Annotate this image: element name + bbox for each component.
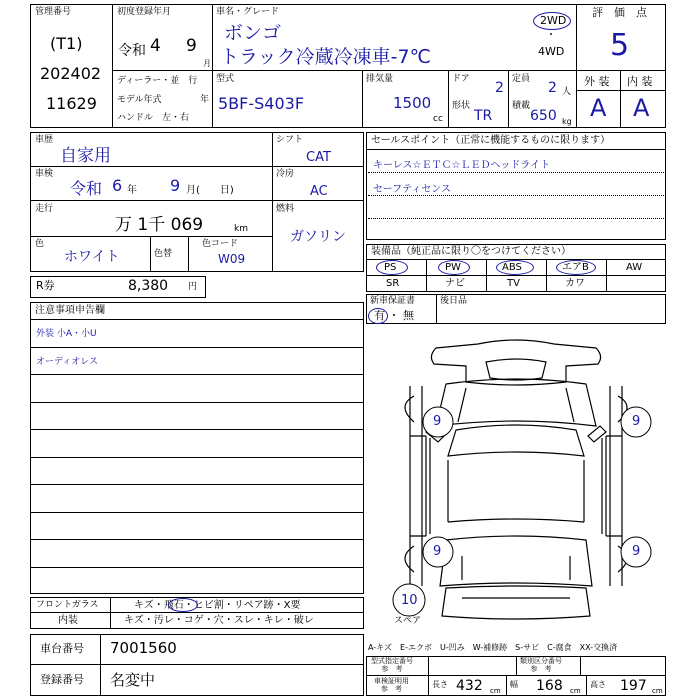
kanri-line3: 11629 bbox=[46, 94, 97, 113]
shift-label: シフト bbox=[276, 135, 304, 145]
model-year-unit: 年 bbox=[200, 95, 210, 105]
inspection-month-unit: 月( 日) bbox=[186, 185, 234, 196]
model-year-label: モデル年式 bbox=[117, 95, 162, 105]
capacity-label: 定員 bbox=[512, 74, 531, 84]
divider bbox=[366, 149, 666, 150]
note-rule bbox=[30, 347, 364, 348]
equipment-title: 装備品（純正品に限り〇をつけてください） bbox=[371, 246, 571, 257]
first-reg-month-unit: 月 bbox=[203, 59, 211, 68]
exterior-grade: A bbox=[590, 94, 607, 122]
warranty-date-label: 後日品 bbox=[440, 296, 468, 306]
note-rule bbox=[30, 429, 364, 430]
grade: トラック冷蔵冷凍車-7℃ bbox=[220, 46, 431, 68]
color-code-value: W09 bbox=[218, 252, 246, 266]
score-value: 5 bbox=[610, 28, 630, 63]
first-reg-month: 9 bbox=[186, 36, 197, 56]
load-unit: kg bbox=[562, 117, 572, 126]
ac-value: AC bbox=[310, 184, 328, 199]
divider bbox=[436, 294, 437, 324]
interior-label: 内 装 bbox=[627, 75, 653, 88]
mileage-unit: km bbox=[234, 224, 248, 234]
drive-2wd: 2WD bbox=[540, 14, 567, 27]
capacity-unit: 人 bbox=[562, 87, 572, 97]
handle-label: ハンドル 左・右 bbox=[117, 113, 190, 123]
interior-condition-options: キズ・汚レ・コゲ・穴・スレ・キレ・破レ bbox=[124, 615, 314, 626]
dotted-line bbox=[368, 195, 664, 196]
note-line-1: 外装 小A・小U bbox=[36, 329, 97, 339]
note-rule bbox=[30, 484, 364, 485]
dotted-line bbox=[368, 218, 664, 219]
note-line-2: オーディオレス bbox=[36, 357, 99, 367]
divider bbox=[506, 675, 507, 696]
glass-chip-circle bbox=[168, 598, 198, 612]
divider bbox=[212, 4, 213, 128]
divider bbox=[112, 70, 366, 71]
kanri-line1: (T1) bbox=[50, 34, 83, 53]
note-rule bbox=[30, 457, 364, 458]
equip-tv: TV bbox=[507, 278, 520, 289]
divider bbox=[546, 259, 547, 292]
recycle-box bbox=[30, 276, 206, 298]
equip-abs: ABS bbox=[502, 262, 522, 273]
divider bbox=[110, 597, 111, 629]
type-value: 5BF-S403F bbox=[218, 94, 305, 113]
divider bbox=[580, 656, 581, 675]
inspection-month: 9 bbox=[170, 176, 181, 195]
interior-grade: A bbox=[633, 94, 650, 122]
divider bbox=[30, 612, 364, 613]
diagram-mark-front-right: 9 bbox=[632, 414, 641, 429]
warranty-options: 有 ・ 無 bbox=[374, 309, 414, 322]
dotted-line bbox=[368, 172, 664, 173]
fuel-label: 燃料 bbox=[276, 204, 295, 214]
notes-title: 注意事項申告欄 bbox=[35, 305, 105, 316]
recycle-unit: 円 bbox=[188, 282, 198, 292]
divider bbox=[30, 200, 364, 201]
width-unit: cm bbox=[570, 687, 581, 695]
note-rule bbox=[30, 567, 364, 568]
diagram-mark-spare: 10 bbox=[401, 593, 418, 608]
divider bbox=[188, 236, 189, 272]
width-value: 168 bbox=[536, 678, 563, 694]
divider bbox=[426, 259, 427, 292]
divider bbox=[428, 656, 429, 696]
load-value: 650 bbox=[530, 108, 557, 124]
divider bbox=[150, 236, 151, 272]
divider bbox=[586, 675, 587, 696]
ac-label: 冷房 bbox=[276, 169, 295, 179]
cert-label: 車検証明用 参 考 bbox=[374, 677, 409, 693]
mileage-value: 万 1千 069 bbox=[115, 215, 204, 235]
displacement-label: 排気量 bbox=[366, 74, 394, 84]
recycle-label: R券 bbox=[36, 279, 55, 292]
history-label: 車歴 bbox=[35, 135, 54, 145]
sales-title: セールスポイント（正常に機能するものに限ります） bbox=[371, 135, 611, 146]
drive-dot: ・ bbox=[546, 30, 556, 41]
divider bbox=[576, 4, 577, 128]
divider bbox=[272, 166, 364, 167]
diagram-mark-rear-left: 9 bbox=[433, 544, 442, 559]
note-rule bbox=[30, 402, 364, 403]
length-value: 432 bbox=[456, 678, 483, 694]
first-reg-era: 令和 bbox=[118, 43, 146, 59]
divider bbox=[620, 70, 621, 128]
divider bbox=[30, 664, 364, 665]
divider bbox=[516, 656, 517, 675]
height-label: 高さ bbox=[590, 680, 606, 689]
color-value: ホワイト bbox=[64, 249, 120, 265]
displacement-unit: cc bbox=[433, 114, 443, 124]
recycle-value: 8,380 bbox=[128, 278, 169, 294]
chassis-label: 車台番号 bbox=[40, 642, 84, 655]
equip-leather: カワ bbox=[565, 278, 585, 289]
equip-airbag: エアB bbox=[562, 262, 589, 273]
divider bbox=[576, 90, 666, 91]
equip-aw: AW bbox=[626, 262, 643, 273]
note-rule bbox=[30, 539, 364, 540]
divider bbox=[448, 70, 449, 128]
color-code-label: 色コード bbox=[202, 239, 239, 249]
type-label: 型式 bbox=[216, 74, 235, 84]
shape-label: 形状 bbox=[452, 101, 471, 111]
divider bbox=[100, 634, 101, 696]
divider bbox=[366, 275, 666, 276]
kanri-label: 管理番号 bbox=[35, 7, 72, 17]
divider bbox=[576, 70, 666, 71]
sales-line-2: セーフティセンス bbox=[373, 184, 451, 195]
damage-legend: A-キズ E-エクボ U-凹み W-補修跡 S-サビ C-腐食 XX-交換済 bbox=[368, 643, 618, 652]
fuel-value: ガソリン bbox=[290, 229, 346, 245]
spare-label: スペア bbox=[394, 616, 422, 626]
divider bbox=[272, 132, 273, 272]
car-diagram bbox=[366, 326, 666, 634]
door-label: ドア bbox=[452, 74, 470, 84]
door-value: 2 bbox=[495, 80, 504, 96]
inspection-label: 車検 bbox=[35, 169, 54, 179]
divider bbox=[606, 259, 607, 292]
first-reg-label: 初度登録年月 bbox=[117, 7, 172, 17]
divider bbox=[30, 236, 272, 237]
height-unit: cm bbox=[652, 687, 663, 695]
kanri-line2: 202402 bbox=[40, 64, 102, 83]
drive-4wd: 4WD bbox=[538, 45, 565, 58]
equip-pw: PW bbox=[445, 262, 461, 273]
diagram-mark-rear-right: 9 bbox=[632, 544, 641, 559]
color-label: 色 bbox=[35, 239, 45, 249]
reg-label: 登録番号 bbox=[40, 673, 84, 686]
front-glass-label: フロントガラス bbox=[36, 600, 99, 610]
height-value: 197 bbox=[620, 678, 647, 694]
inspection-year-unit: 年 bbox=[127, 185, 137, 196]
divider bbox=[112, 4, 113, 128]
shift-value: CAT bbox=[306, 150, 331, 165]
equip-navi: ナビ bbox=[445, 278, 465, 289]
sales-line-1: キーレス☆ＥＴＣ☆ＬＥＤヘッドライト bbox=[373, 160, 551, 171]
divider bbox=[30, 166, 272, 167]
diagram-mark-front-left: 9 bbox=[433, 414, 442, 429]
equip-sr: SR bbox=[386, 278, 400, 289]
score-label: 評 価 点 bbox=[592, 6, 647, 19]
divider bbox=[362, 70, 363, 128]
note-rule bbox=[30, 512, 364, 513]
load-label: 積載 bbox=[512, 101, 531, 111]
divider bbox=[486, 259, 487, 292]
type-num-label: 型式指定番号 参 考 bbox=[371, 657, 413, 673]
first-reg-year: 4 bbox=[150, 36, 161, 56]
front-glass-options: キズ・飛石・ヒビ割・リペア跡・X要 bbox=[134, 600, 301, 611]
history-value: 自家用 bbox=[60, 146, 111, 166]
color-change-label: 色替 bbox=[154, 249, 173, 259]
divider bbox=[362, 70, 576, 71]
exterior-label: 外 装 bbox=[584, 75, 610, 88]
note-rule bbox=[30, 374, 364, 375]
divider bbox=[366, 675, 666, 676]
shape-value: TR bbox=[474, 108, 493, 124]
dealer-label: ディーラー・並 行 bbox=[117, 76, 198, 86]
length-label: 長さ bbox=[432, 680, 448, 689]
width-label: 幅 bbox=[510, 680, 518, 689]
divider bbox=[508, 70, 509, 128]
length-unit: cm bbox=[490, 687, 501, 695]
chassis-value: 7001560 bbox=[110, 639, 177, 657]
car-name: ボンゴ bbox=[224, 22, 282, 44]
class-num-label: 類別区分番号 参 考 bbox=[520, 657, 562, 673]
capacity-value: 2 bbox=[548, 80, 557, 96]
mileage-label: 走行 bbox=[35, 204, 54, 214]
inspection-era: 令和 bbox=[70, 179, 103, 198]
displacement-value: 1500 bbox=[393, 94, 432, 112]
reg-value: 名変中 bbox=[110, 671, 156, 689]
interior-condition-label: 内装 bbox=[58, 615, 78, 626]
car-name-label: 車名・グレード bbox=[216, 7, 280, 17]
warranty-label: 新車保証書 bbox=[370, 296, 416, 306]
equip-ps: PS bbox=[384, 262, 397, 273]
inspection-year: 6 bbox=[112, 176, 123, 195]
